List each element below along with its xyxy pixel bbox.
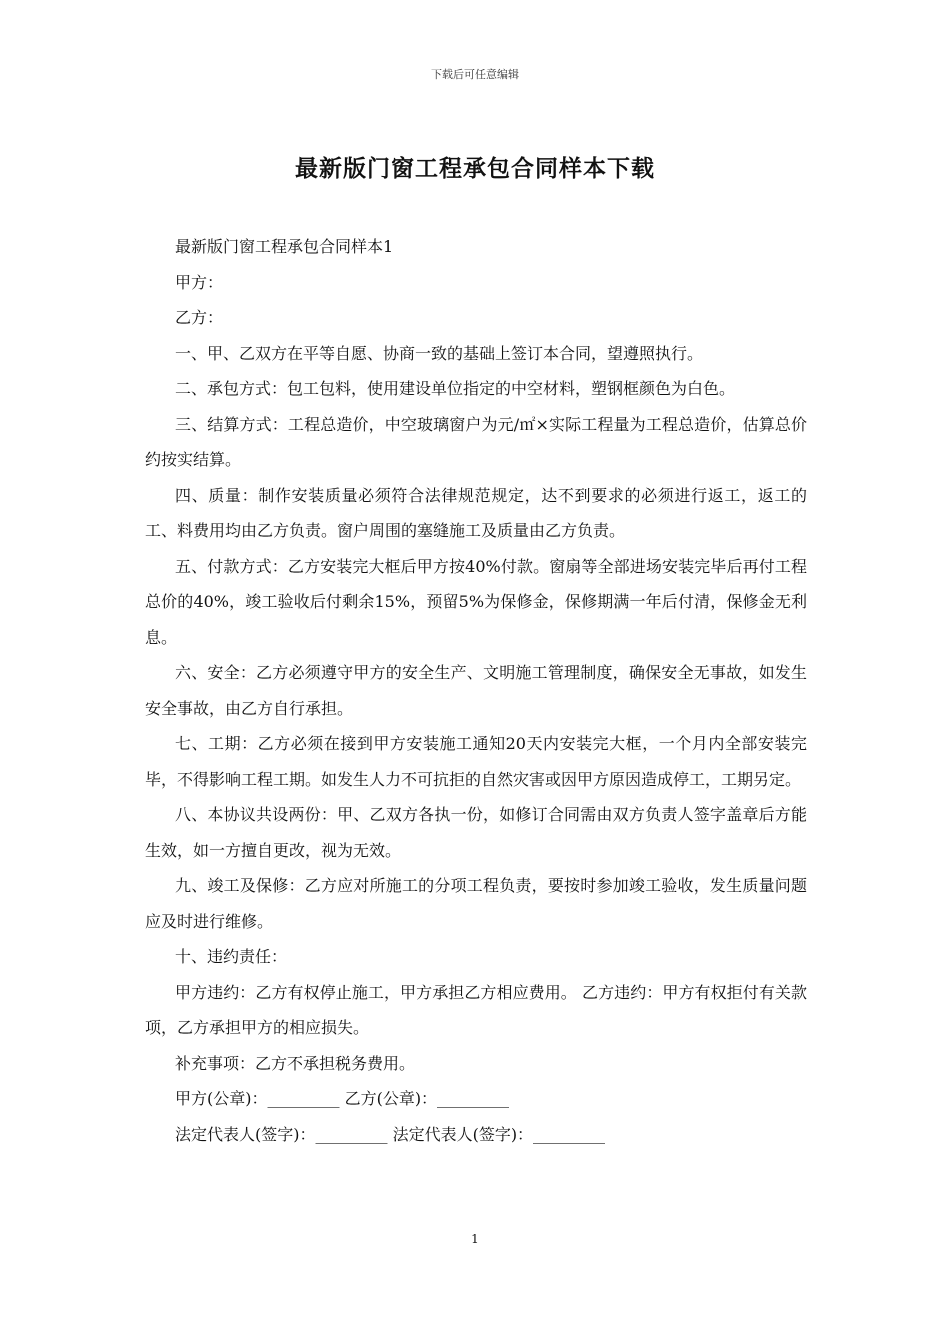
signature-line: 法定代表人(签字)：_________ 法定代表人(签字)：_________ [175,1124,606,1144]
paragraph: 五、付款方式：乙方安装完大框后甲方按40%付款。窗扇等全部进场安装完毕后再付工程总价的40%，竣工验收后付剩余15%，预留5%为保修金，保修期满一年后付清，保修金无利息。 [145,556,807,647]
paragraph: 四、质量：制作安装质量必须符合法律规范规定，达不到要求的必须进行返工，返工的工、料费用均由乙方负责。窗户周围的塞缝施工及质量由乙方负责。 [145,485,807,540]
paragraph: 甲方： [175,272,224,292]
signature-line: 甲方(公章)：_________ 乙方(公章)：_________ [175,1089,510,1108]
header-note: 下载后可任意编辑 [431,68,519,81]
document-body [145,229,807,1152]
paragraph: 甲方违约：乙方有权停止施工，甲方承担乙方相应费用。 乙方违约：甲方有权拒付有关款项，乙方承担甲方的相应损失。 [145,982,807,1037]
paragraph: 七、工期：乙方必须在接到甲方安装施工通知20天内安装完大框，一个月内全部安装完毕，不得影响工程工期。如发生人力不可抗拒的自然灾害或因甲方原因造成停工，工期另定。 [145,734,807,789]
page-number: 1 [471,1232,479,1246]
paragraph: 九、竣工及保修：乙方应对所施工的分项工程负责，要按时参加竣工验收，发生质量问题应及时进行维修。 [145,876,807,931]
paragraph: 一、甲、乙双方在平等自愿、协商一致的基础上签订本合同，望遵照执行。 [175,343,704,363]
paragraph: 三、结算方式：工程总造价，中空玻璃窗户为元/㎡×实际工程量为工程总造价，估算总价约按实结算。 [145,414,807,469]
paragraph: 二、承包方式：包工包料，使用建设单位指定的中空材料，塑钢框颜色为白色。 [175,379,736,398]
paragraph: 八、本协议共设两份：甲、乙双方各执一份，如修订合同需由双方负责人签字盖章后方能生效，如一方擅自更改，视为无效。 [145,805,807,860]
paragraph: 六、安全：乙方必须遵守甲方的安全生产、文明施工管理制度，确保安全无事故，如发生安全事故，由乙方自行承担。 [145,663,807,718]
paragraph: 补充事项：乙方不承担税务费用。 [175,1053,416,1073]
paragraph: 十、违约责任： [175,947,288,966]
paragraph: 乙方： [175,308,224,327]
paragraph: 最新版门窗工程承包合同样本1 [175,237,394,256]
document-title: 最新版门窗工程承包合同样本下载 [295,155,655,182]
